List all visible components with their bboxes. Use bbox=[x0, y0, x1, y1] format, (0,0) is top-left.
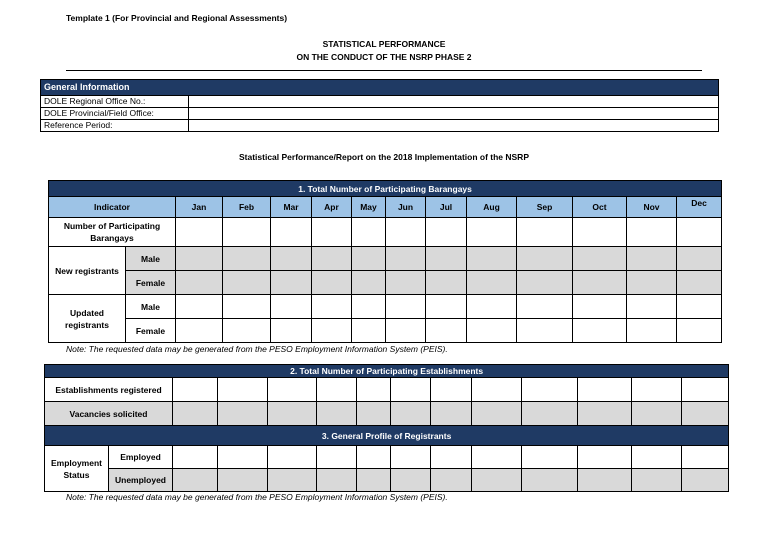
new-female-cell-may[interactable] bbox=[352, 271, 386, 295]
participating-barangays-cell-aug[interactable] bbox=[467, 218, 517, 247]
updated-male-cell-sep[interactable] bbox=[517, 295, 573, 319]
employed-cell-jul[interactable] bbox=[431, 446, 472, 469]
employed-cell-aug[interactable] bbox=[472, 446, 522, 469]
updated-female-cell-sep[interactable] bbox=[517, 319, 573, 343]
updated-male-cell-aug[interactable] bbox=[467, 295, 517, 319]
participating-barangays-cell-jan[interactable] bbox=[176, 218, 223, 247]
employed-cell-may[interactable] bbox=[357, 446, 391, 469]
new-male-cell-may[interactable] bbox=[352, 247, 386, 271]
template-label: Template 1 (For Provincial and Regional Assessments) bbox=[66, 13, 288, 23]
updated-female-cell-aug[interactable] bbox=[467, 319, 517, 343]
participating-barangays-cell-may[interactable] bbox=[352, 218, 386, 247]
new-female-cell-apr[interactable] bbox=[312, 271, 352, 295]
unemployed-cell-oct[interactable] bbox=[578, 469, 632, 492]
vacancies-solicited-cell-jul[interactable] bbox=[431, 402, 472, 426]
unemployed-cell-aug[interactable] bbox=[472, 469, 522, 492]
vacancies-solicited-cell-apr[interactable] bbox=[317, 402, 357, 426]
establishments-registered-cell-nov[interactable] bbox=[632, 378, 682, 402]
unemployed-cell-jan[interactable] bbox=[173, 469, 218, 492]
new-male-cell-sep[interactable] bbox=[517, 247, 573, 271]
title-line-2: ON THE CONDUCT OF THE NSRP PHASE 2 bbox=[296, 52, 472, 62]
month-header-mar: Mar bbox=[271, 197, 312, 218]
new-female-label: Female bbox=[126, 271, 176, 295]
participating-barangays-cell-dec[interactable] bbox=[677, 218, 722, 247]
new-male-cell-oct[interactable] bbox=[573, 247, 627, 271]
new-male-cell-feb[interactable] bbox=[223, 247, 271, 271]
month-header-jul: Jul bbox=[426, 197, 467, 218]
establishments-registered-cell-sep[interactable] bbox=[522, 378, 578, 402]
section-1-header: 1. Total Number of Participating Barangays bbox=[49, 181, 722, 197]
updated-female-label: Female bbox=[126, 319, 176, 343]
participating-barangays-cell-oct[interactable] bbox=[573, 218, 627, 247]
vacancies-solicited-cell-may[interactable] bbox=[357, 402, 391, 426]
unemployed-label: Unemployed bbox=[109, 469, 173, 492]
establishments-registered-cell-apr[interactable] bbox=[317, 378, 357, 402]
participating-barangays-cell-apr[interactable] bbox=[312, 218, 352, 247]
month-header-apr: Apr bbox=[312, 197, 352, 218]
unemployed-cell-nov[interactable] bbox=[632, 469, 682, 492]
establishments-registered-cell-jul[interactable] bbox=[431, 378, 472, 402]
month-header-jun: Jun bbox=[386, 197, 426, 218]
new-female-cell-dec[interactable] bbox=[677, 271, 722, 295]
note-2: Note: The requested data may be generated from the PESO Employment Information System (PEIS). bbox=[66, 492, 448, 502]
establishments-registered-cell-mar[interactable] bbox=[268, 378, 317, 402]
reference-period-field[interactable] bbox=[189, 120, 719, 132]
participating-barangays-label: Number of Participating Barangays bbox=[49, 218, 176, 247]
regional-office-field[interactable] bbox=[189, 96, 719, 108]
updated-female-cell-jan[interactable] bbox=[176, 319, 223, 343]
new-male-cell-jul[interactable] bbox=[426, 247, 467, 271]
month-header-dec: Dec bbox=[677, 197, 722, 218]
employed-cell-apr[interactable] bbox=[317, 446, 357, 469]
vacancies-solicited-cell-jan[interactable] bbox=[173, 402, 218, 426]
vacancies-solicited-cell-oct[interactable] bbox=[578, 402, 632, 426]
updated-male-cell-jul[interactable] bbox=[426, 295, 467, 319]
vacancies-solicited-cell-mar[interactable] bbox=[268, 402, 317, 426]
title-rule bbox=[66, 70, 702, 71]
regional-office-label: DOLE Regional Office No.: bbox=[41, 96, 189, 108]
establishments-registered-cell-jan[interactable] bbox=[173, 378, 218, 402]
new-female-cell-nov[interactable] bbox=[627, 271, 677, 295]
month-header-nov: Nov bbox=[627, 197, 677, 218]
updated-male-cell-apr[interactable] bbox=[312, 295, 352, 319]
establishments-registered-cell-jun[interactable] bbox=[391, 378, 431, 402]
updated-male-label: Male bbox=[126, 295, 176, 319]
employed-cell-jun[interactable] bbox=[391, 446, 431, 469]
employed-cell-feb[interactable] bbox=[218, 446, 268, 469]
vacancies-solicited-cell-dec[interactable] bbox=[682, 402, 729, 426]
month-header-aug: Aug bbox=[467, 197, 517, 218]
new-male-cell-nov[interactable] bbox=[627, 247, 677, 271]
title-line-1: STATISTICAL PERFORMANCE bbox=[322, 39, 446, 49]
employed-cell-dec[interactable] bbox=[682, 446, 729, 469]
new-female-cell-jun[interactable] bbox=[386, 271, 426, 295]
employment-status-label: Employment Status bbox=[45, 446, 109, 492]
vacancies-solicited-cell-sep[interactable] bbox=[522, 402, 578, 426]
general-information-table bbox=[40, 79, 719, 132]
establishments-registered-cell-feb[interactable] bbox=[218, 378, 268, 402]
establishments-registered-label: Establishments registered bbox=[45, 378, 173, 402]
section-2-header: 2. Total Number of Participating Establishments bbox=[45, 365, 729, 378]
new-female-cell-mar[interactable] bbox=[271, 271, 312, 295]
indicator-header: Indicator bbox=[49, 197, 176, 218]
unemployed-cell-feb[interactable] bbox=[218, 469, 268, 492]
new-male-cell-jan[interactable] bbox=[176, 247, 223, 271]
new-female-cell-oct[interactable] bbox=[573, 271, 627, 295]
employed-cell-nov[interactable] bbox=[632, 446, 682, 469]
updated-female-cell-feb[interactable] bbox=[223, 319, 271, 343]
unemployed-cell-apr[interactable] bbox=[317, 469, 357, 492]
new-female-cell-feb[interactable] bbox=[223, 271, 271, 295]
new-male-cell-apr[interactable] bbox=[312, 247, 352, 271]
updated-male-cell-dec[interactable] bbox=[677, 295, 722, 319]
establishments-table bbox=[44, 364, 729, 492]
new-female-cell-aug[interactable] bbox=[467, 271, 517, 295]
new-female-cell-sep[interactable] bbox=[517, 271, 573, 295]
establishments-registered-cell-oct[interactable] bbox=[578, 378, 632, 402]
new-registrants-label: New registrants bbox=[49, 247, 126, 295]
employed-label: Employed bbox=[109, 446, 173, 469]
vacancies-solicited-cell-feb[interactable] bbox=[218, 402, 268, 426]
section-3-header: 3. General Profile of Registrants bbox=[45, 426, 729, 446]
new-male-label: Male bbox=[126, 247, 176, 271]
updated-female-cell-oct[interactable] bbox=[573, 319, 627, 343]
new-female-cell-jul[interactable] bbox=[426, 271, 467, 295]
updated-male-cell-feb[interactable] bbox=[223, 295, 271, 319]
provincial-office-label: DOLE Provincial/Field Office: bbox=[41, 108, 189, 120]
participating-barangays-cell-sep[interactable] bbox=[517, 218, 573, 247]
unemployed-cell-jul[interactable] bbox=[431, 469, 472, 492]
general-information-header: General Information bbox=[41, 80, 719, 96]
updated-male-cell-jan[interactable] bbox=[176, 295, 223, 319]
month-header-oct: Oct bbox=[573, 197, 627, 218]
report-subtitle: Statistical Performance/Report on the 2018 Implementation of the NSRP bbox=[238, 152, 529, 162]
updated-female-cell-may[interactable] bbox=[352, 319, 386, 343]
employed-cell-oct[interactable] bbox=[578, 446, 632, 469]
barangays-table bbox=[48, 180, 722, 343]
unemployed-cell-sep[interactable] bbox=[522, 469, 578, 492]
new-male-cell-aug[interactable] bbox=[467, 247, 517, 271]
employed-cell-mar[interactable] bbox=[268, 446, 317, 469]
participating-barangays-cell-mar[interactable] bbox=[271, 218, 312, 247]
updated-registrants-label: Updated registrants bbox=[49, 295, 126, 343]
updated-female-cell-jul[interactable] bbox=[426, 319, 467, 343]
updated-female-cell-mar[interactable] bbox=[271, 319, 312, 343]
participating-barangays-cell-jul[interactable] bbox=[426, 218, 467, 247]
unemployed-cell-mar[interactable] bbox=[268, 469, 317, 492]
employed-cell-jan[interactable] bbox=[173, 446, 218, 469]
unemployed-cell-may[interactable] bbox=[357, 469, 391, 492]
updated-female-cell-apr[interactable] bbox=[312, 319, 352, 343]
month-header-feb: Feb bbox=[223, 197, 271, 218]
establishments-registered-cell-dec[interactable] bbox=[682, 378, 729, 402]
reference-period-label: Reference Period: bbox=[41, 120, 189, 132]
provincial-office-field[interactable] bbox=[189, 108, 719, 120]
note-1: Note: The requested data may be generated from the PESO Employment Information System (PEIS). bbox=[66, 344, 448, 354]
vacancies-solicited-label: Vacancies solicited bbox=[45, 402, 173, 426]
month-header-sep: Sep bbox=[517, 197, 573, 218]
updated-male-cell-jun[interactable] bbox=[386, 295, 426, 319]
updated-male-cell-oct[interactable] bbox=[573, 295, 627, 319]
vacancies-solicited-cell-aug[interactable] bbox=[472, 402, 522, 426]
updated-male-cell-may[interactable] bbox=[352, 295, 386, 319]
new-male-cell-jun[interactable] bbox=[386, 247, 426, 271]
establishments-registered-cell-may[interactable] bbox=[357, 378, 391, 402]
unemployed-cell-jun[interactable] bbox=[391, 469, 431, 492]
updated-male-cell-mar[interactable] bbox=[271, 295, 312, 319]
vacancies-solicited-cell-jun[interactable] bbox=[391, 402, 431, 426]
new-male-cell-dec[interactable] bbox=[677, 247, 722, 271]
month-header-jan: Jan bbox=[176, 197, 223, 218]
month-header-may: May bbox=[352, 197, 386, 218]
updated-male-cell-nov[interactable] bbox=[627, 295, 677, 319]
updated-female-cell-jun[interactable] bbox=[386, 319, 426, 343]
new-male-cell-mar[interactable] bbox=[271, 247, 312, 271]
establishments-registered-cell-aug[interactable] bbox=[472, 378, 522, 402]
vacancies-solicited-cell-nov[interactable] bbox=[632, 402, 682, 426]
participating-barangays-cell-jun[interactable] bbox=[386, 218, 426, 247]
new-female-cell-jan[interactable] bbox=[176, 271, 223, 295]
unemployed-cell-dec[interactable] bbox=[682, 469, 729, 492]
employed-cell-sep[interactable] bbox=[522, 446, 578, 469]
updated-female-cell-dec[interactable] bbox=[677, 319, 722, 343]
participating-barangays-cell-feb[interactable] bbox=[223, 218, 271, 247]
participating-barangays-cell-nov[interactable] bbox=[627, 218, 677, 247]
updated-female-cell-nov[interactable] bbox=[627, 319, 677, 343]
